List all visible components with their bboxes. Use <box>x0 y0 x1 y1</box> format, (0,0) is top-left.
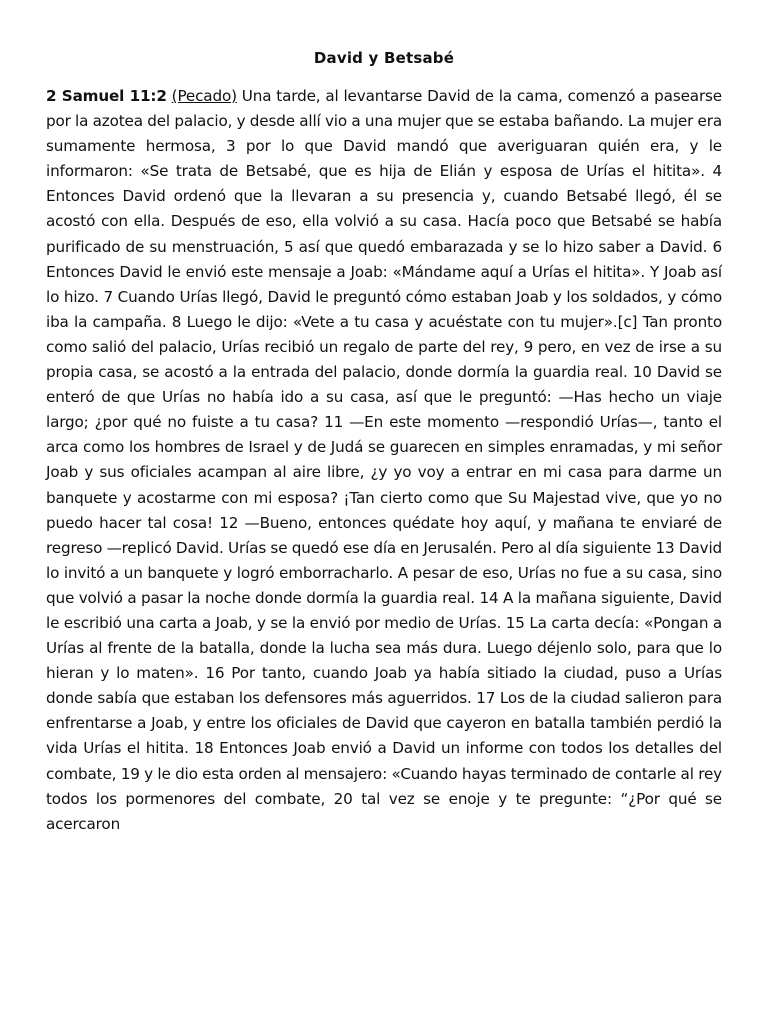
topic-tag: (Pecado) <box>171 87 237 105</box>
document-page <box>46 46 722 837</box>
passage-text: Una tarde, al levantarse David de la cama, comenzó a pasearse por la azotea del palacio, y desde allí vio a una mujer que se estaba bañando. La mujer era sumamente hermosa, 3 por lo que David mandó que averiguaran quién era, y le informaron: «Se trata de Betsabé, que es hija de Elián y esposa de Urías el hitita». 4 Entonces David ordenó que la llevaran a su presencia y, cuando Betsabé llegó, él se acostó con ella. Después de eso, ella volvió a su casa. Hacía poco que Betsabé se había purificado de su menstruación, 5 así que quedó embarazada y se lo hizo saber a David. 6 Entonces David le envió este mensaje a Joab: «Mándame aquí a Urías el hitita». Y Joab así lo hizo. 7 Cuando Urías llegó, David le preguntó cómo estaban Joab y los soldados, y cómo iba la campaña. 8 Luego le dijo: «Vete a tu casa y acuéstate con tu mujer».[c] Tan pronto como salió del palacio, Urías recibió un regalo de parte del rey, 9 pero, en vez de irse a su propia casa, se acostó a la entrada del palacio, donde dormía la guardia real. 10 David se enteró de que Urías no había ido a su casa, así que le preguntó: —Has hecho un viaje largo; ¿por qué no fuiste a tu casa? 11 —En este momento —respondió Urías—, tanto el arca como los hombres de Israel y de Judá se guarecen en simples enramadas, y mi señor Joab y sus oficiales acampan al aire libre, ¿y yo voy a entrar en mi casa para darme un banquete y acostarme con mi esposa? ¡Tan cierto como que Su Majestad vive, que yo no puedo hacer tal cosa! 12 —Bueno, entonces quédate hoy aquí, y mañana te enviaré de regreso —replicó David. Urías se quedó ese día en Jerusalén. Pero al día siguiente 13 David lo invitó a un banquete y logró emborracharlo. A pesar de eso, Urías no fue a su casa, sino que volvió a pasar la noche donde dormía la guardia real. 14 A la mañana siguiente, David le escribió una carta a Joab, y se la envió por medio de Urías. 15 La carta decía: «Pongan a Urías al frente de la batalla, donde la lucha sea más dura. Luego déjenlo solo, para que lo hieran y lo maten». 16 Por tanto, cuando Joab ya había sitiado la ciudad, puso a Urías donde sabía que estaban los defensores más aguerridos. 17 Los de la ciudad salieron para enfrentarse a Joab, y entre los oficiales de David que cayeron en batalla también perdió la vida Urías el hitita. 18 Entonces Joab envió a David un informe con todos los detalles del combate, 19 y le dio esta orden al mensajero: «Cuando hayas terminado de contarle al rey todos los pormenores del combate, 20 tal vez se enoje y te pregunte: “¿Por qué se acercaron <box>46 87 722 833</box>
document-body <box>46 84 722 837</box>
document-title: David y Betsabé <box>313 49 455 67</box>
scripture-reference: 2 Samuel 11:2 <box>46 87 167 105</box>
